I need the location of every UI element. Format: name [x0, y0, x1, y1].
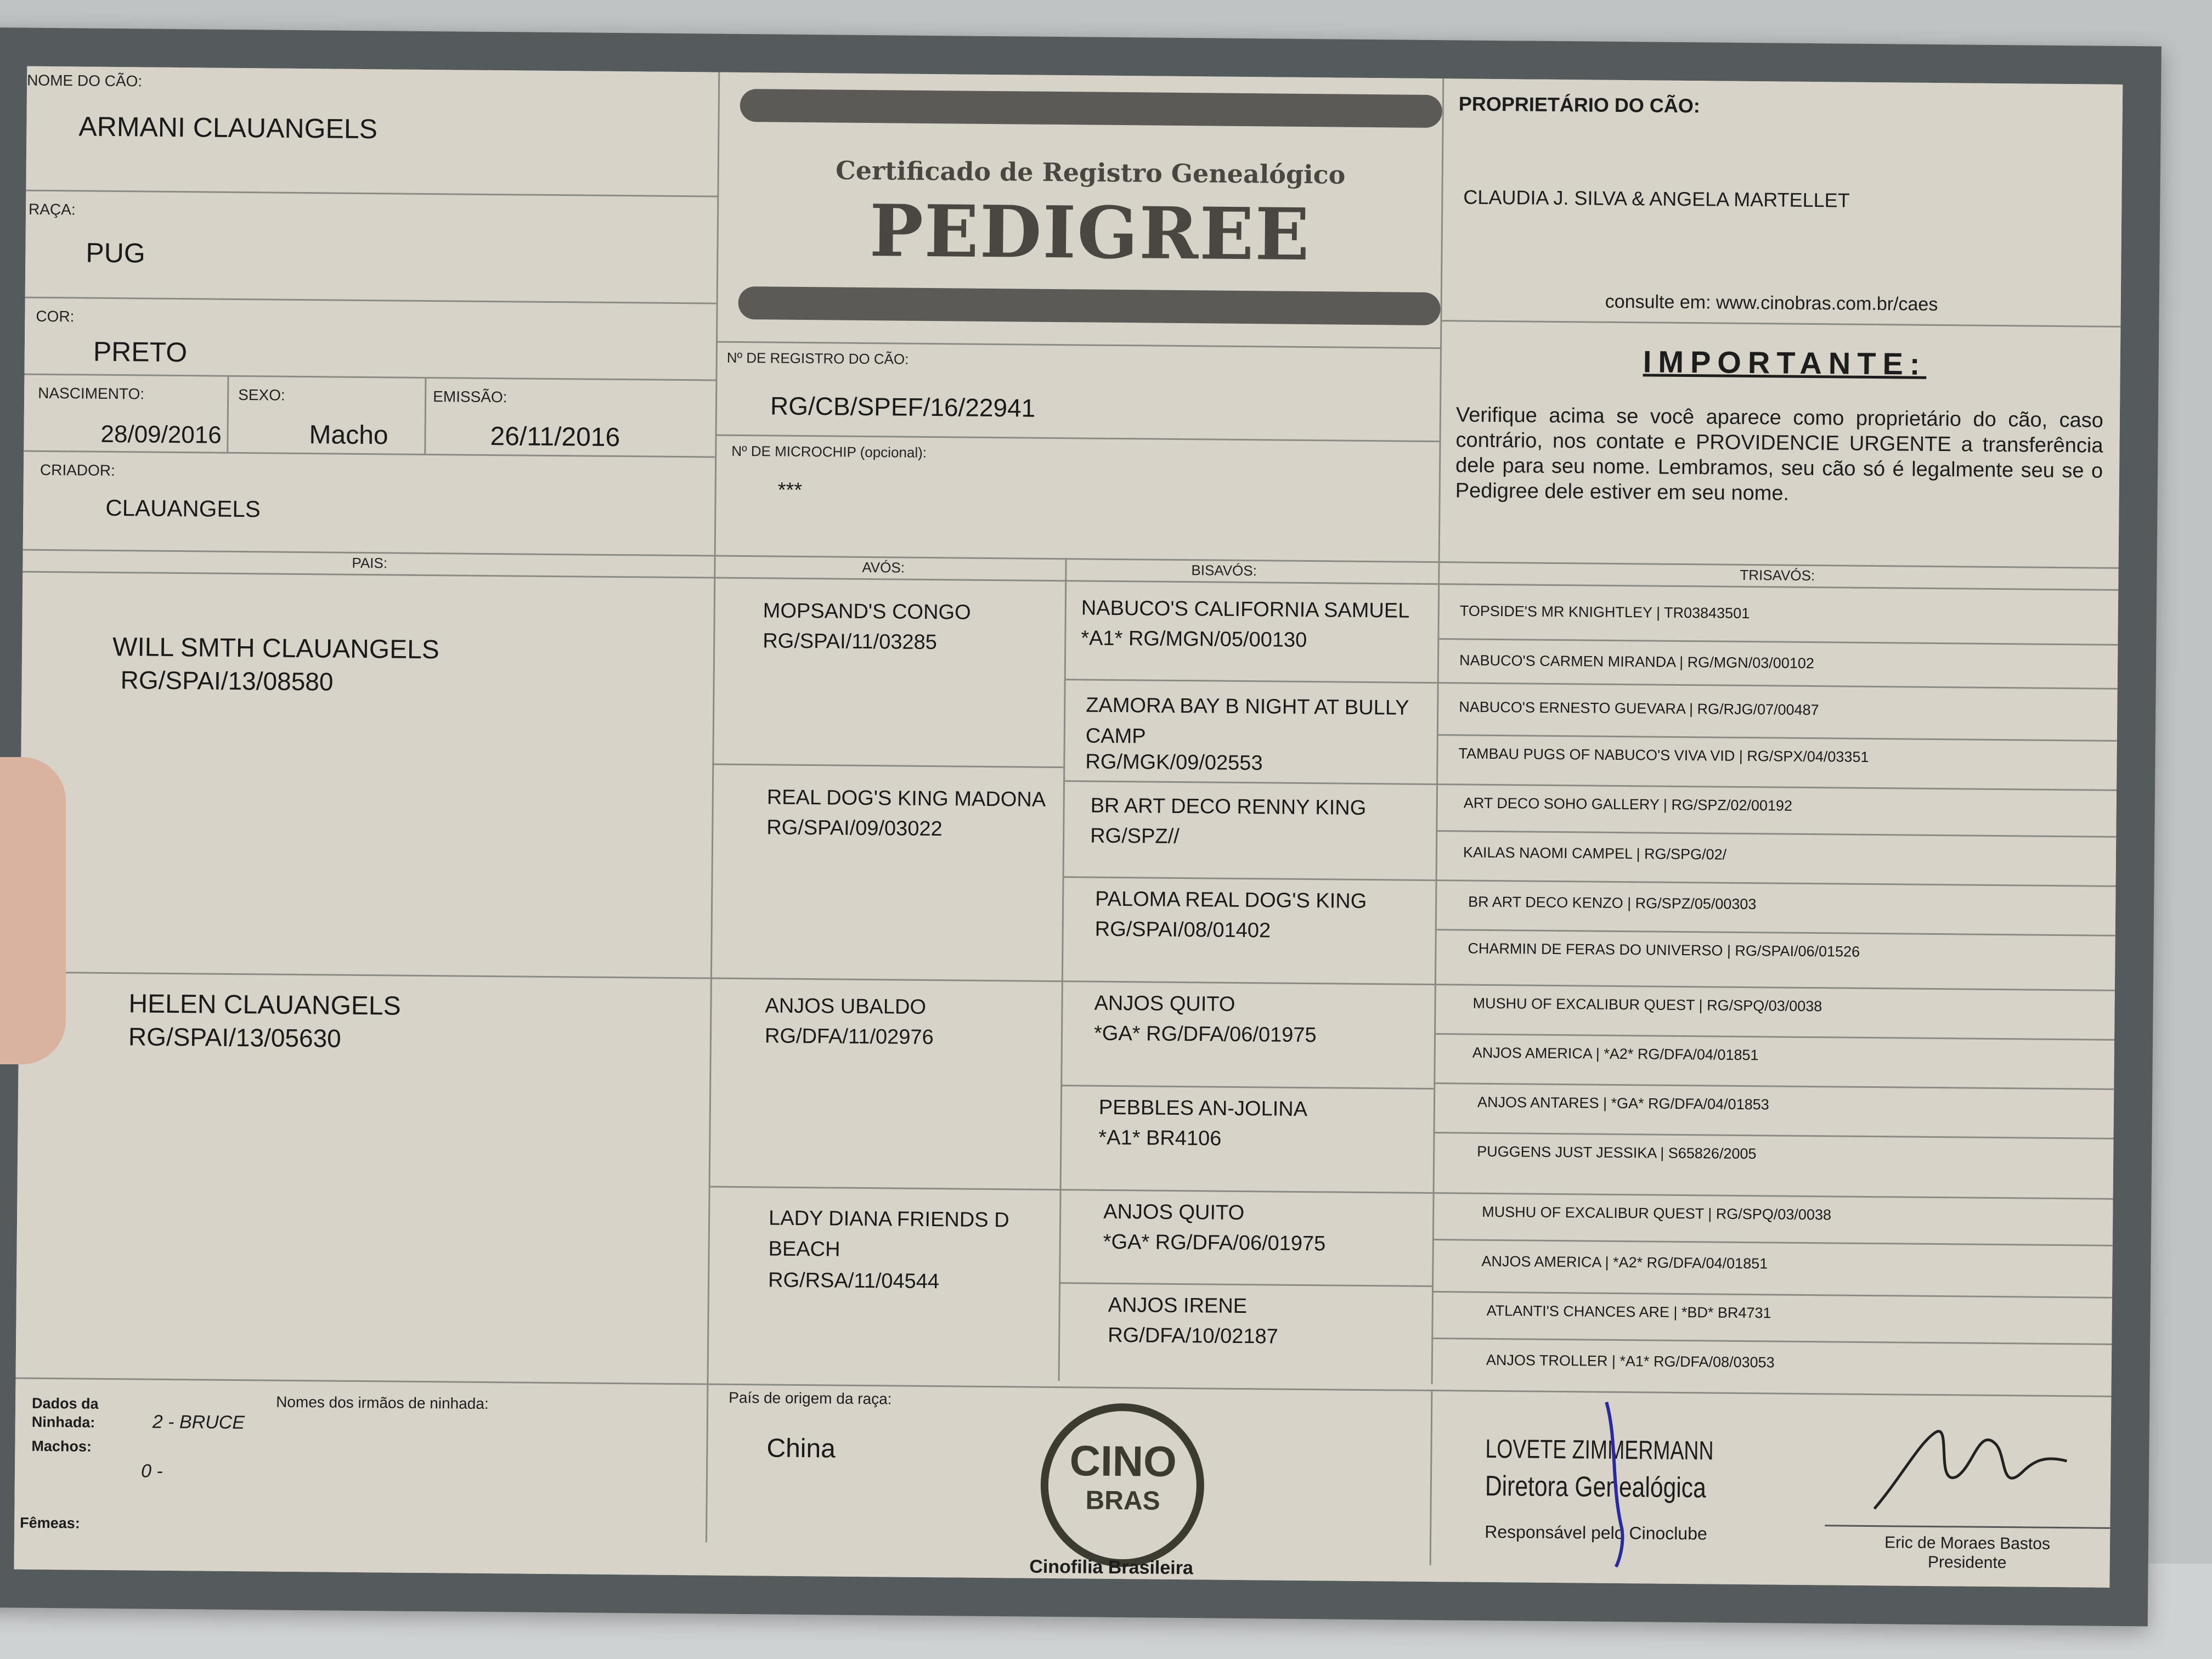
- hand: [0, 757, 66, 1064]
- logo-caption: Cinofilia Brasileira: [1029, 1556, 1194, 1579]
- ggg-parent: NABUCO'S CARMEN MIRANDA | RG/MGN/03/00102: [1459, 652, 1814, 672]
- ggg-parent: MUSHU OF EXCALIBUR QUEST | RG/SPQ/03/0038: [1482, 1203, 1832, 1223]
- origin-value: China: [766, 1434, 836, 1464]
- ggg-parent: MUSHU OF EXCALIBUR QUEST | RG/SPQ/03/0038: [1472, 995, 1822, 1015]
- birth-value: 28/09/2016: [100, 420, 222, 449]
- ggg-parent: PUGGENS JUST JESSIKA | S65826/2005: [1477, 1143, 1757, 1163]
- parent-name: HELEN CLAUANGELS: [128, 989, 401, 1021]
- ggg-parent: ANJOS AMERICA | *A2* RG/DFA/04/01851: [1472, 1044, 1759, 1064]
- registration-value: RG/CB/SPEF/16/22941: [770, 391, 1036, 422]
- microchip-value: ***: [777, 478, 803, 502]
- grandparent-reg: RG/RSA/11/04544: [768, 1268, 940, 1294]
- logo-text-bottom: BRAS: [1085, 1486, 1160, 1516]
- males-value: 2 - BRUCE: [152, 1411, 245, 1434]
- great-grandparent-name: PEBBLES AN-JOLINA: [1098, 1096, 1308, 1121]
- females-value: 0 -: [140, 1460, 163, 1482]
- grandparent-reg: RG/SPAI/11/03285: [763, 629, 938, 654]
- right-signature-role: Presidente: [1927, 1553, 2007, 1572]
- grandparent-name: MOPSAND'S CONGO: [763, 599, 971, 624]
- important-title: IMPORTANTE:: [1643, 344, 1927, 381]
- registration-label: Nº DE REGISTRO DO CÃO:: [726, 349, 909, 368]
- dog-name-label: NOME DO CÃO:: [27, 71, 143, 90]
- litter-data-label: Dados da Ninhada:: [31, 1395, 99, 1431]
- ggg-parent: ANJOS AMERICA | *A2* RG/DFA/04/01851: [1481, 1252, 1768, 1272]
- great-grandparent-reg: *GA* RG/DFA/06/01975: [1093, 1022, 1317, 1047]
- certificate-title: PEDIGREE: [869, 189, 1311, 277]
- origin-label: País de origem da raça:: [729, 1389, 892, 1408]
- stamp-name: LOVETE ZIMMERMANN: [1485, 1434, 1714, 1466]
- stamp-role: Diretora Genealógica: [1485, 1470, 1707, 1504]
- breed-value: PUG: [86, 237, 146, 269]
- great-grandparent-reg: *A1* RG/MGN/05/00130: [1081, 627, 1307, 652]
- divider: [1431, 561, 1440, 1384]
- dog-name: ARMANI CLAUANGELS: [78, 111, 378, 145]
- males-label: Machos:: [31, 1437, 92, 1455]
- parent-name: WILL SMTH CLAUANGELS: [112, 633, 440, 665]
- color-value: PRETO: [93, 336, 188, 368]
- left-signature-caption: Responsável pelo Cinoclube: [1485, 1521, 1707, 1544]
- microchip-label: Nº DE MICROCHIP (opcional):: [731, 442, 927, 461]
- right-signature-name: Eric de Moraes Bastos: [1884, 1533, 2051, 1553]
- divider: [1434, 1033, 2114, 1041]
- great-grandparent-reg: RG/DFA/10/02187: [1108, 1323, 1278, 1348]
- ggg-parent: ART DECO SOHO GALLERY | RG/SPZ/02/00192: [1463, 794, 1793, 814]
- grandparent-name: LADY DIANA FRIENDS D BEACH: [768, 1206, 1009, 1261]
- divider: [1432, 1239, 2113, 1246]
- great-grandparent-name: PALOMA REAL DOG'S KING: [1095, 887, 1367, 913]
- ggg-parent: TOPSIDE'S MR KNIGHTLEY | TR03843501: [1459, 602, 1750, 622]
- divider: [1436, 830, 2116, 838]
- siblings-label: Nomes dos irmãos de ninhada:: [276, 1393, 489, 1413]
- divider: [19, 972, 710, 979]
- owner-label: PROPRIETÁRIO DO CÃO:: [1458, 92, 1701, 117]
- grandparent-reg: RG/DFA/11/02976: [764, 1024, 934, 1049]
- divider: [1437, 638, 2118, 646]
- divider: [1060, 1189, 1433, 1194]
- certificate-body: [14, 66, 2123, 1588]
- divider: [1431, 1338, 2112, 1345]
- divider: [1062, 980, 1435, 985]
- sex-label: SEXO:: [238, 386, 285, 404]
- ggg-parent: ANJOS TROLLER | *A1* RG/DFA/08/03053: [1486, 1351, 1775, 1371]
- grandparent-name: REAL DOG'S KING MADONA: [766, 786, 1046, 811]
- divider: [1063, 780, 1436, 785]
- consult-link[interactable]: consulte em: www.cinobras.com.br/caes: [1605, 291, 1938, 315]
- director-signature: [1594, 1397, 1640, 1573]
- divider: [24, 374, 715, 381]
- great-great-grandparents-header: TRISAVÓS:: [1740, 566, 1815, 584]
- divider: [1436, 879, 2116, 887]
- divider: [26, 190, 717, 198]
- divider: [1059, 1282, 1432, 1287]
- divider: [1436, 783, 2117, 791]
- president-signature: [1869, 1410, 2078, 1521]
- divider: [1435, 929, 2115, 936]
- great-grandparent-reg: *GA* RG/DFA/06/01975: [1103, 1230, 1326, 1256]
- parent-reg: RG/SPAI/13/08580: [120, 665, 334, 696]
- pedigree-certificate: [0, 27, 2162, 1626]
- great-grandparent-name: ANJOS IRENE: [1108, 1293, 1248, 1318]
- parent-reg: RG/SPAI/13/05630: [128, 1022, 342, 1053]
- great-grandparent-reg: RG/MGK/09/02553: [1085, 750, 1263, 775]
- grandparent-name: ANJOS UBALDO: [765, 994, 927, 1019]
- ggg-parent: CHARMIN DE FERAS DO UNIVERSO | RG/SPAI/06/01526: [1468, 940, 1860, 960]
- divider: [25, 297, 716, 304]
- great-grandparent-name: ANJOS QUITO: [1103, 1200, 1245, 1225]
- grandparents-header: AVÓS:: [862, 558, 905, 576]
- divider: [1058, 558, 1067, 1381]
- divider: [716, 341, 1440, 349]
- divider: [1437, 682, 2118, 690]
- breed-label: RAÇA:: [28, 200, 76, 218]
- great-grandparent-reg: *A1* BR4106: [1098, 1126, 1222, 1150]
- divider: [709, 1186, 1060, 1191]
- divider: [712, 764, 1063, 769]
- signature-line: [1825, 1525, 2110, 1529]
- divider: [424, 377, 426, 454]
- great-grandparent-reg: RG/SPAI/08/01402: [1094, 917, 1271, 943]
- divider: [710, 978, 1062, 983]
- divider: [706, 72, 720, 1543]
- ggg-parent: BR ART DECO KENZO | RG/SPZ/05/00303: [1468, 893, 1757, 913]
- ggg-parent: KAILAS NAOMI CAMPEL | RG/SPG/02/: [1463, 844, 1727, 863]
- great-grandparent-name: ZAMORA BAY B NIGHT AT BULLY CAMP: [1085, 693, 1409, 748]
- birth-label: NASCIMENTO:: [38, 384, 145, 403]
- divider: [1064, 679, 1437, 684]
- ggg-parent: ATLANTI'S CHANCES ARE | *BD* BR4731: [1486, 1302, 1771, 1322]
- great-grandparent-name: NABUCO'S CALIFORNIA SAMUEL: [1081, 596, 1410, 623]
- divider: [715, 435, 1440, 443]
- great-grandparent-name: ANJOS QUITO: [1094, 991, 1235, 1016]
- divider: [227, 375, 229, 452]
- owner-name: CLAUDIA J. SILVA & ANGELA MARTELLET: [1463, 185, 1850, 212]
- breeder-label: CRIADOR:: [40, 461, 116, 479]
- breeder-value: CLAUANGELS: [105, 494, 261, 522]
- divider: [1063, 876, 1436, 881]
- issue-label: EMISSÃO:: [433, 388, 507, 406]
- divider: [1434, 1132, 2114, 1139]
- issue-value: 26/11/2016: [490, 422, 620, 453]
- great-grandparent-name: BR ART DECO RENNY KING: [1090, 794, 1367, 820]
- ggg-parent: ANJOS ANTARES | *GA* RG/DFA/04/01853: [1477, 1093, 1769, 1113]
- females-label: Fêmeas:: [20, 1514, 80, 1532]
- divider: [1433, 1192, 2113, 1200]
- ribbon-top: [740, 89, 1442, 128]
- parents-header: PAIS:: [352, 554, 388, 572]
- great-grandparent-reg: RG/SPZ//: [1090, 824, 1180, 848]
- logo-text-top: CINO: [1069, 1436, 1177, 1486]
- divider: [1430, 1390, 1433, 1565]
- grandparent-reg: RG/SPAI/09/03022: [766, 816, 943, 841]
- divider: [1435, 984, 2115, 991]
- divider: [1434, 1082, 2114, 1090]
- important-text: Verifique acima se você aparece como proprietário do cão, caso contrário, nos contate e PROVIDENCIE URGENTE a transferência dele para seu nome. Lembramos, seu cão só é legalmente seu se o Pedigree dele estiver em seu nome.: [1455, 403, 2104, 505]
- divider: [1060, 1085, 1434, 1090]
- ggg-parent: NABUCO'S ERNESTO GUEVARA | RG/RJG/07/00487: [1459, 698, 1819, 719]
- sex-value: Macho: [309, 420, 388, 450]
- ggg-parent: TAMBAU PUGS OF NABUCO'S VIVA VID | RG/SPX/04/03351: [1458, 745, 1869, 765]
- divider: [1440, 320, 2120, 328]
- divider: [1437, 734, 2117, 742]
- divider: [1432, 1291, 2112, 1299]
- certificate-subtitle: Certificado de Registro Genealógico: [835, 155, 1346, 190]
- color-label: COR:: [36, 307, 75, 325]
- divider: [23, 549, 2119, 569]
- ribbon-bottom: [738, 286, 1440, 325]
- great-grandparents-header: BISAVÓS:: [1191, 562, 1257, 579]
